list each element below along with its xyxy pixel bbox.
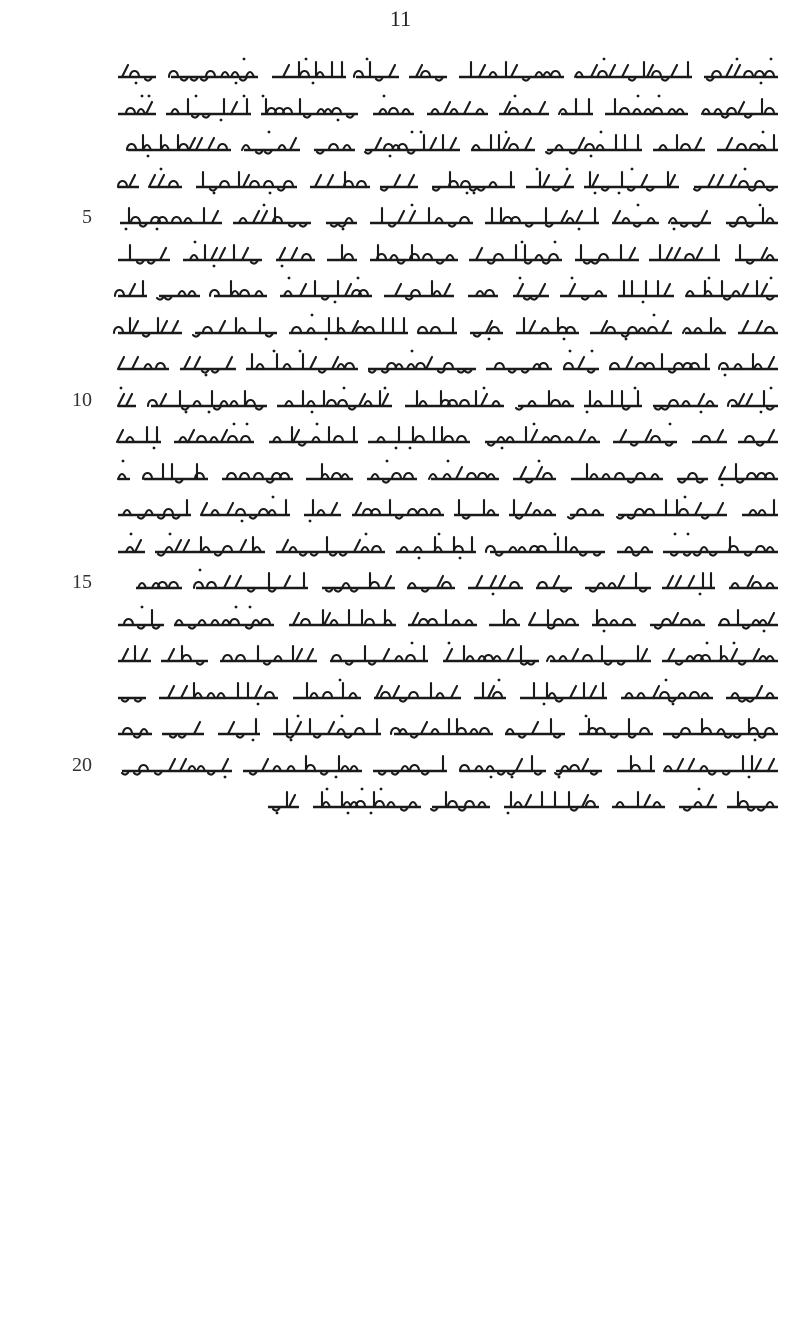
text-line [118,602,778,639]
syriac-script-line [118,642,778,668]
script-strokes [118,350,778,376]
text-line [118,529,778,566]
line-number: 10 [72,388,92,411]
text-line [118,54,778,91]
script-strokes [118,533,778,559]
text-line [72,748,778,785]
script-strokes [118,788,778,814]
syriac-script-line [118,533,778,559]
script-strokes [118,95,778,121]
syriac-script-line [118,715,778,741]
syriac-script-line [118,95,778,121]
script-strokes [118,423,778,449]
script-strokes [118,204,778,230]
text-line [118,127,778,164]
text-line [72,565,778,602]
syriac-script-line [118,241,778,267]
script-strokes [118,387,778,413]
page-number: 11 [389,6,412,31]
syriac-script-line [118,350,778,376]
line-number: 20 [72,753,92,776]
text-line [118,237,778,274]
syriac-script-line [118,58,778,84]
script-strokes [118,277,778,303]
text-line [72,383,778,420]
script-strokes [118,168,778,194]
syriac-script-line [118,277,778,303]
text-line [118,346,778,383]
text-line [118,419,778,456]
script-strokes [118,460,778,486]
text-line [82,200,778,237]
script-strokes [118,715,778,741]
script-strokes [118,679,778,705]
script-strokes [118,569,778,595]
text-line [118,456,778,493]
syriac-script-line [118,569,778,595]
script-strokes [118,496,778,522]
line-number: 15 [72,571,92,593]
syriac-script-line [118,606,778,632]
text-line [118,91,778,128]
script-strokes [118,642,778,668]
syriac-script-line [118,204,778,230]
script-strokes [118,314,778,340]
text-line [118,638,778,675]
syriac-script-line [118,679,778,705]
syriac-script-line [118,788,778,814]
syriac-script-line [118,460,778,486]
text-line [118,675,778,712]
text-line [118,164,778,201]
syriac-script-line [118,423,778,449]
text-line [118,273,778,310]
syriac-script-line [118,314,778,340]
script-strokes [118,58,778,84]
text-line [118,711,778,748]
syriac-text-block [72,54,778,821]
syriac-script-line [118,387,778,413]
text-line [118,784,778,821]
text-line [118,492,778,529]
line-number: 5 [82,206,92,228]
script-strokes [118,606,778,632]
script-strokes [118,131,778,157]
script-strokes [118,241,778,267]
text-line [118,310,778,347]
syriac-script-line [118,496,778,522]
syriac-script-line [118,752,778,778]
script-strokes [118,752,778,778]
syriac-script-line [118,168,778,194]
syriac-script-line [118,131,778,157]
